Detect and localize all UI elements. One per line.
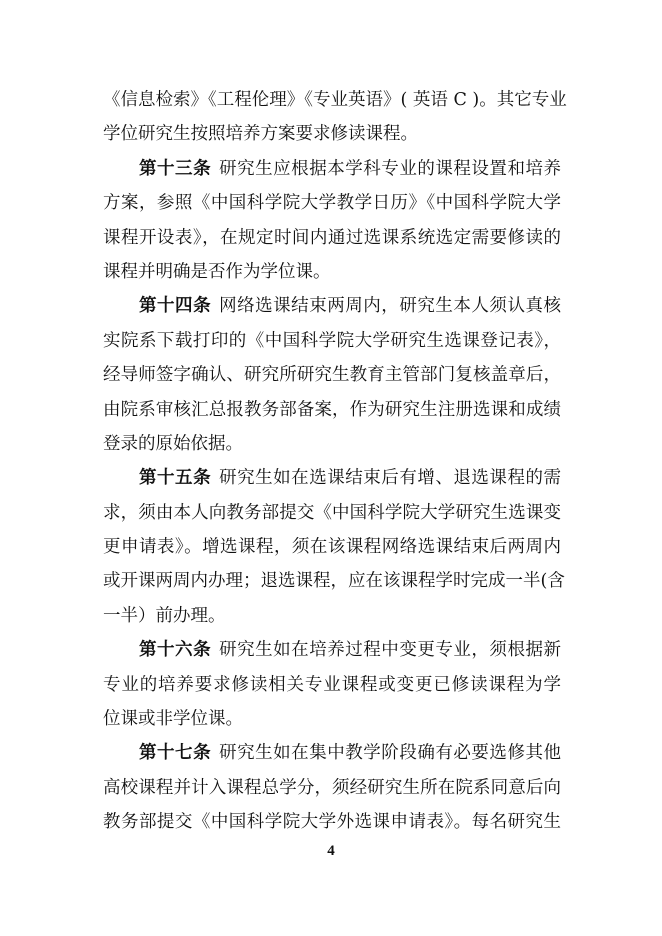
text-line (103, 464, 561, 498)
text-line (103, 327, 561, 361)
text-line (103, 567, 565, 601)
line-text: 研究生如在培养过程中变更专业，须根据新 (219, 640, 562, 661)
text-line (103, 361, 561, 395)
text-line (103, 636, 561, 670)
text-line (103, 189, 561, 223)
text-line (103, 499, 561, 533)
line-text: 教务部提交《中国科学院大学外选课申请表》。每名研究生 (103, 812, 561, 833)
text-line (103, 86, 567, 120)
article-paragraph (103, 636, 561, 739)
text-line (103, 671, 561, 705)
text-line (103, 120, 561, 154)
article-paragraph (103, 464, 565, 636)
line-text: 更申请表》。增选课程，须在该课程网络选课结束后两周内 (103, 537, 561, 558)
text-line (103, 705, 561, 739)
line-text: 研究生如在集中教学阶段确有必要选修其他 (219, 743, 562, 764)
document-body (103, 86, 567, 843)
line-text: 实院系下载打印的《中国科学院大学研究生选课登记表》， (103, 330, 561, 351)
article-paragraph (103, 155, 561, 293)
article-paragraph (103, 292, 561, 464)
line-text: 研究生如在选课结束后有增、退选课程的需 (219, 468, 562, 489)
line-text: 课程并明确是否作为学位课。 (103, 261, 331, 282)
line-text: 专业的培养要求修读相关专业课程或变更已修读课程为学 (103, 674, 561, 695)
line-text: 方案，参照《中国科学院大学教学日历》《中国科学院大学 (103, 193, 561, 214)
line-text: 研究生应根据本学科专业的课程设置和培养 (219, 158, 562, 179)
article-paragraph (103, 739, 561, 842)
article-number: 第十四条 (139, 296, 212, 317)
text-line (103, 533, 561, 567)
line-text: 《信息检索》《工程伦理》《专业英语》( 英语 C )。其它专业 (103, 90, 567, 110)
article-number: 第十七条 (139, 743, 212, 764)
text-line (103, 292, 561, 326)
line-text: 一半）前办理。 (103, 605, 226, 626)
line-text: 位课或非学位课。 (103, 709, 243, 730)
text-line (103, 430, 561, 464)
page-number: 4 (327, 843, 335, 859)
text-line (103, 155, 561, 189)
text-line (103, 396, 561, 430)
line-text: 求，须由本人向教务部提交《中国科学院大学研究生选课变 (103, 502, 561, 523)
line-text: 课程开设表》，在规定时间内通过选课系统选定需要修读的 (103, 227, 561, 248)
text-line (103, 808, 561, 842)
text-line (103, 224, 561, 258)
article-number: 第十五条 (139, 468, 212, 489)
article-number: 第十三条 (139, 158, 212, 179)
line-text: 高校课程并计入课程总学分，须经研究生所在院系同意后向 (103, 777, 561, 798)
line-text: 由院系审核汇总报教务部备案，作为研究生注册选课和成绩 (103, 399, 561, 420)
paragraph (103, 86, 567, 155)
text-line (103, 258, 561, 292)
line-text: 经导师签字确认、研究所研究生教育主管部门复核盖章后， (103, 365, 561, 386)
text-line (103, 774, 561, 808)
line-text: 网络选课结束两周内，研究生本人须认真核 (219, 296, 562, 317)
article-number: 第十六条 (139, 640, 212, 661)
text-line (103, 602, 561, 636)
line-text: 登录的原始依据。 (103, 433, 243, 454)
line-text: 或开课两周内办理；退选课程，应在该课程学时完成一半(含 (103, 571, 565, 592)
text-line (103, 739, 561, 773)
line-text: 学位研究生按照培养方案要求修读课程。 (103, 124, 418, 145)
